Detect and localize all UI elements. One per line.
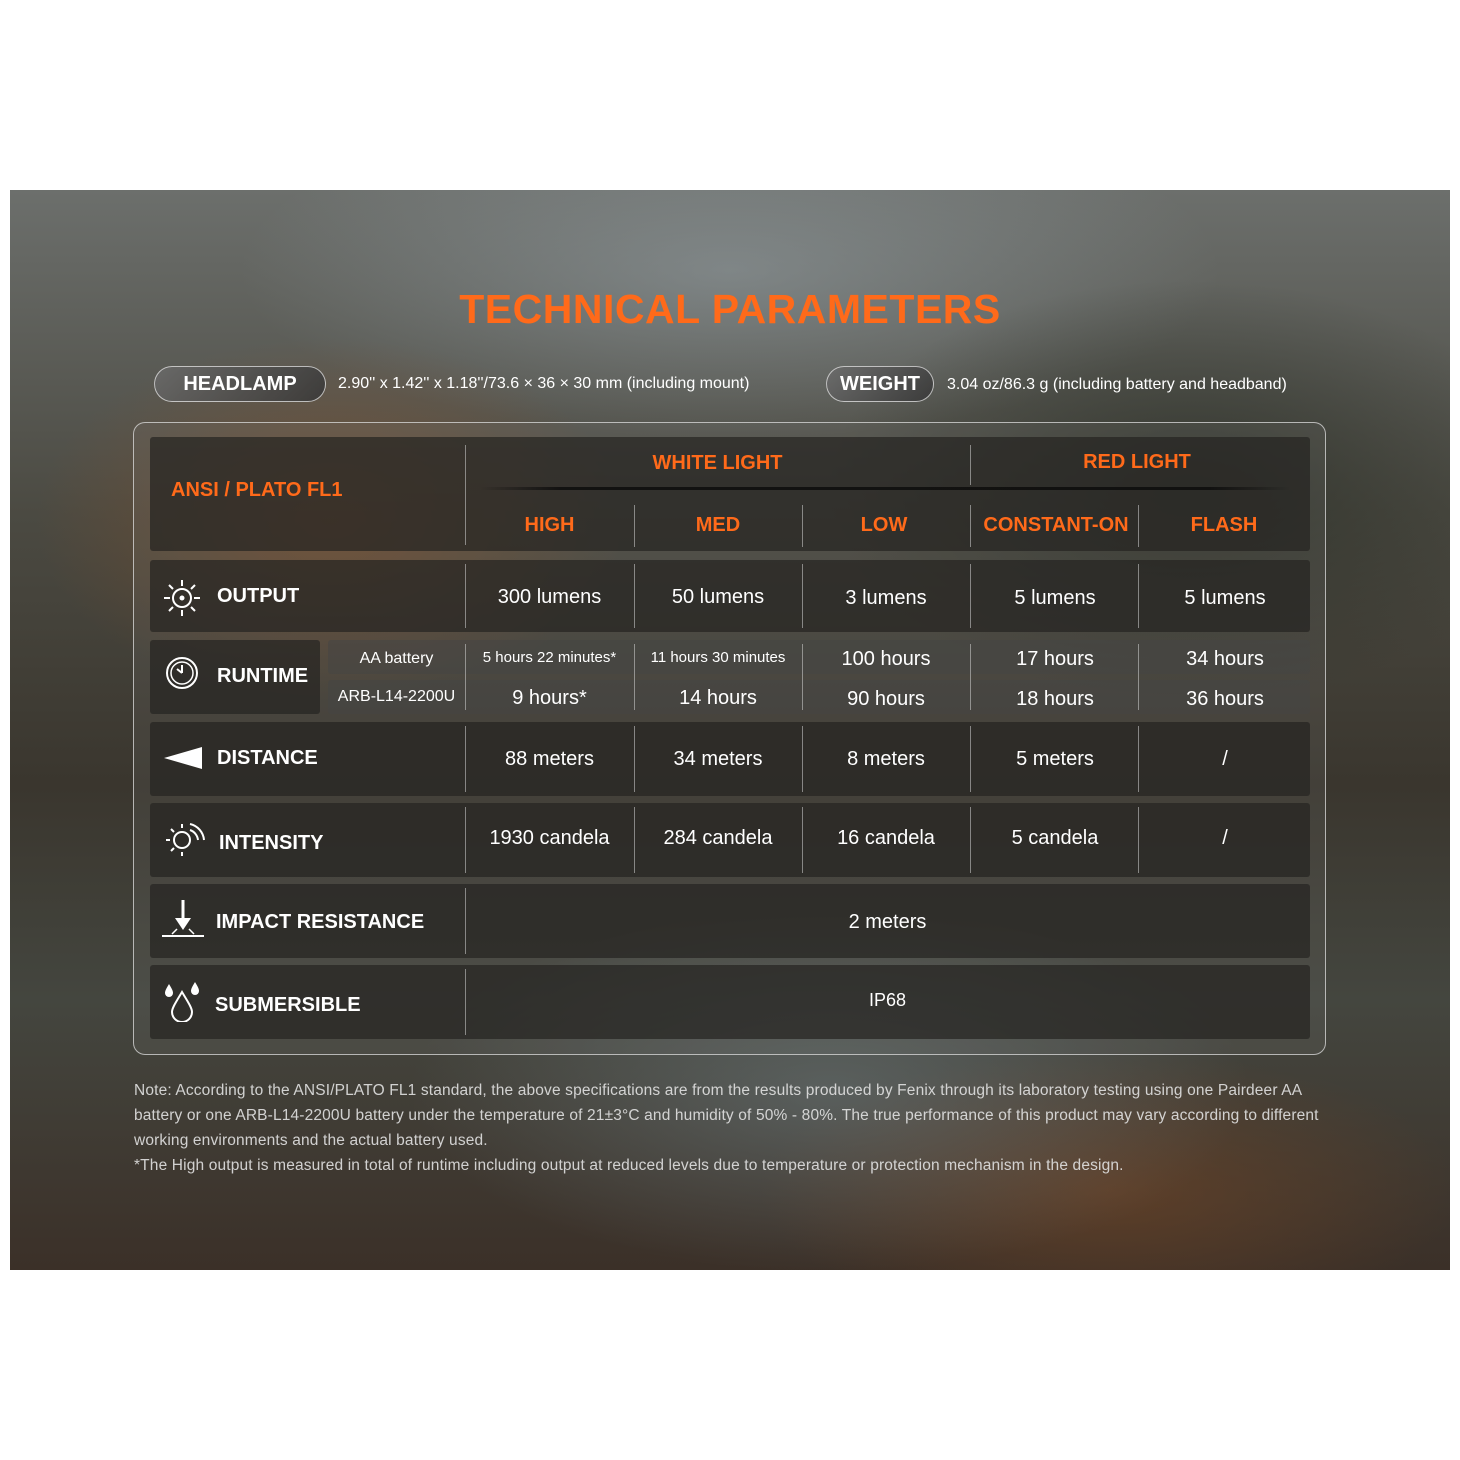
col-divider xyxy=(1138,807,1139,873)
intensity-low: 16 candela xyxy=(837,827,935,849)
sun-icon xyxy=(162,578,202,618)
distance-constant-on: 5 meters xyxy=(1016,748,1094,770)
runtime-arb-constant-on: 18 hours xyxy=(1016,688,1094,710)
runtime-aa-constant-on: 17 hours xyxy=(1016,648,1094,670)
mode-flash: FLASH xyxy=(1190,514,1258,536)
col-divider xyxy=(802,564,803,628)
output-high: 300 lumens xyxy=(497,586,602,608)
col-divider xyxy=(802,644,803,710)
intensity-constant-on: 5 candela xyxy=(1011,827,1099,849)
col-divider xyxy=(1138,564,1139,628)
col-divider xyxy=(970,505,971,547)
intensity-med: 284 candela xyxy=(663,827,773,849)
impact-value: 2 meters xyxy=(848,911,927,933)
runtime-aa-low: 100 hours xyxy=(841,648,931,670)
runtime-label: RUNTIME xyxy=(217,665,309,687)
submersible-label: SUBMERSIBLE xyxy=(215,994,361,1016)
output-label: OUTPUT xyxy=(217,585,300,607)
col-divider xyxy=(634,644,635,710)
intensity-label: INTENSITY xyxy=(219,832,324,854)
battery-aa: AA battery xyxy=(359,650,434,667)
col-divider xyxy=(970,644,971,710)
col-divider xyxy=(465,726,466,792)
distance-high: 88 meters xyxy=(505,748,594,770)
output-constant-on: 5 lumens xyxy=(1014,587,1096,609)
water-drops-icon xyxy=(162,980,204,1022)
header-divider xyxy=(480,487,1290,490)
col-divider xyxy=(634,564,635,628)
runtime-arb-high: 9 hours* xyxy=(512,687,587,709)
distance-flash: / xyxy=(1222,748,1228,770)
col-divider xyxy=(1138,505,1139,547)
col-divider xyxy=(465,969,466,1035)
col-divider xyxy=(970,726,971,792)
runtime-aa-med: 11 hours 30 minutes xyxy=(650,649,786,666)
intensity-flash: / xyxy=(1222,827,1228,849)
col-divider xyxy=(634,726,635,792)
col-divider xyxy=(1138,644,1139,710)
runtime-arb-low: 90 hours xyxy=(847,688,925,710)
runtime-aa-flash: 34 hours xyxy=(1186,648,1264,670)
intensity-icon xyxy=(160,818,208,862)
mode-low: LOW xyxy=(860,514,908,536)
runtime-aa-high: 5 hours 22 minutes* xyxy=(482,649,617,666)
beam-icon xyxy=(162,745,204,771)
col-divider xyxy=(970,807,971,873)
impact-label: IMPACT RESISTANCE xyxy=(216,911,425,933)
red-light-header: RED LIGHT xyxy=(1083,451,1191,473)
page-title: TECHNICAL PARAMETERS xyxy=(459,286,1001,332)
distance-low: 8 meters xyxy=(847,748,925,770)
clock-icon xyxy=(164,655,200,691)
col-divider xyxy=(465,888,466,954)
col-divider xyxy=(802,726,803,792)
mode-med: MED xyxy=(695,514,741,536)
standard-label: ANSI / PLATO FL1 xyxy=(171,479,343,501)
runtime-arb-med: 14 hours xyxy=(679,687,757,709)
headlamp-badge: HEADLAMP xyxy=(154,366,326,402)
output-flash: 5 lumens xyxy=(1184,587,1266,609)
col-divider xyxy=(802,505,803,547)
note-text: Note: According to the ANSI/PLATO FL1 standard, the above specifications are from the results produced by Fenix through its laboratory testing using one Pairdeer AA battery or one ARB-L14-2200U battery under the temperature of 21±3°C and humidity of 50% - 80%. The true performance of this product may vary according to different working environments and the actual battery used. xyxy=(134,1082,1319,1149)
col-divider xyxy=(465,445,466,545)
distance-med: 34 meters xyxy=(673,748,763,770)
intensity-high: 1930 candela xyxy=(489,827,610,849)
footnote xyxy=(134,1078,1334,1178)
col-divider xyxy=(465,644,466,710)
submersible-value: IP68 xyxy=(868,990,907,1010)
headlamp-dimensions: 2.90'' x 1.42'' x 1.18''/73.6 × 36 × 30 mm (including mount) xyxy=(338,375,750,392)
col-divider xyxy=(634,807,635,873)
note-asterisk: *The High output is measured in total of runtime including output at reduced levels due to temperature or protection mechanism in the design. xyxy=(134,1157,1124,1174)
spec-panel xyxy=(10,190,1450,1270)
col-divider xyxy=(634,505,635,547)
output-low: 3 lumens xyxy=(845,587,927,609)
col-divider xyxy=(802,807,803,873)
col-divider xyxy=(970,564,971,628)
drop-arrow-icon xyxy=(160,898,206,940)
mode-high: HIGH xyxy=(524,514,575,536)
col-divider xyxy=(1138,726,1139,792)
distance-label: DISTANCE xyxy=(217,747,318,769)
weight-value: 3.04 oz/86.3 g (including battery and headband) xyxy=(947,376,1287,393)
white-light-header: WHITE LIGHT xyxy=(652,452,783,474)
mode-constant-on: CONSTANT-ON xyxy=(983,514,1129,536)
weight-badge: WEIGHT xyxy=(826,366,934,402)
col-divider xyxy=(465,564,466,628)
col-divider xyxy=(970,445,971,485)
runtime-arb-flash: 36 hours xyxy=(1186,688,1264,710)
col-divider xyxy=(465,807,466,873)
battery-arb: ARB-L14-2200U xyxy=(337,688,456,705)
output-med: 50 lumens xyxy=(671,586,765,608)
